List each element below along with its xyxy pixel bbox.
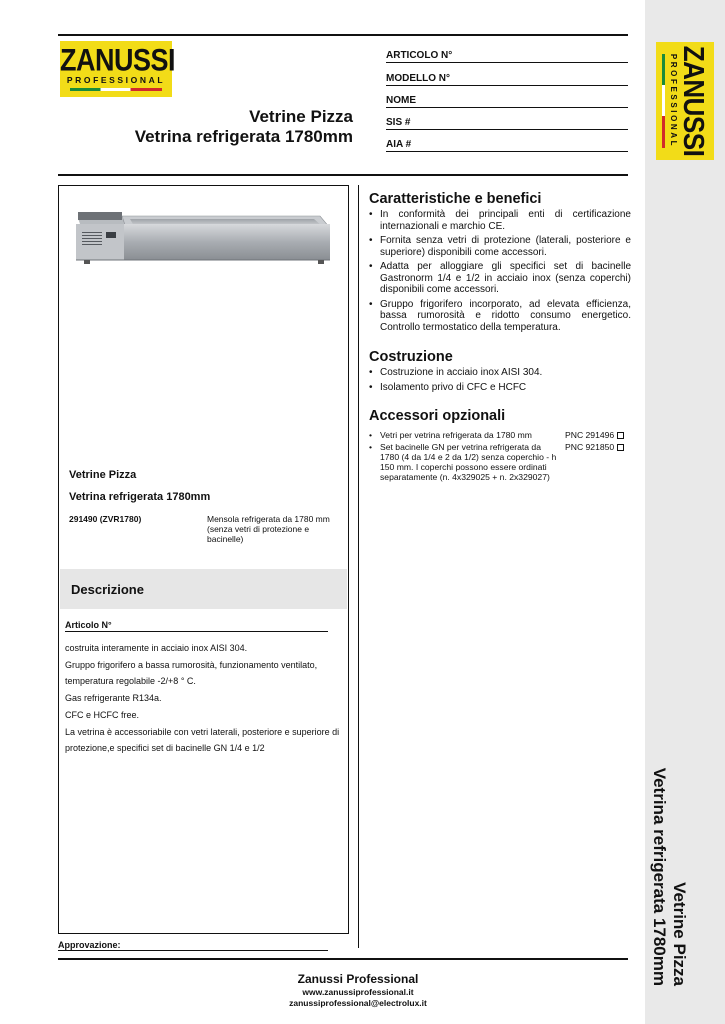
construction-text: Costruzione in acciaio inox AISI 304. — [380, 367, 543, 378]
product-code: 291490 (ZVR1780) — [69, 514, 142, 524]
list-item: • In conformità dei principali enti di certificazione internazionali e marchio CE. — [369, 209, 631, 232]
top-rule — [58, 34, 628, 36]
footer-website-link[interactable]: www.zanussiprofessional.it — [302, 987, 414, 997]
accessory-text: Vetri per vetrina refrigerata da 1780 mm — [380, 430, 532, 440]
feature-text: In conformità dei principali enti di certificazione internazionali e marchio CE. — [380, 209, 631, 232]
list-item: • Adatta per alloggiare gli specifici set di bacinelle Gastronorm 1/4 e 1/2 in acciaio inox (senza coperchi) disponibili come accessori. — [369, 261, 631, 295]
side-logo-tricolor-stripe — [662, 54, 665, 148]
field-modello: MODELLO N° — [386, 73, 628, 86]
side-logo-tagline-text: PROFESSIONAL — [669, 53, 678, 149]
product-box — [58, 185, 349, 934]
logo-brand-text: ZANUSSI — [60, 42, 176, 78]
description-line: costruita interamente in acciaio inox AISI 304. — [65, 643, 248, 653]
footer-company: Zanussi Professional — [297, 972, 419, 986]
refrigerated-display-case-icon — [74, 210, 330, 266]
feature-text: Adatta per alloggiare gli specifici set di bacinelle Gastronorm 1/4 e 1/2 in acciaio inox (senza coperchi) disponibili come accessori. — [380, 261, 631, 295]
logo-tagline-text: PROFESSIONAL — [66, 75, 166, 85]
field-sis: SIS # — [386, 117, 628, 130]
side-title-line2: Vetrina refrigerata 1780mm — [650, 767, 669, 986]
column-divider — [358, 185, 359, 948]
accessories-heading: Accessori opzionali — [369, 408, 506, 424]
field-nome: NOME — [386, 95, 628, 108]
header-bottom-rule — [58, 174, 628, 176]
accessories-list — [369, 430, 634, 482]
approval-field: Approvazione: — [58, 940, 328, 951]
list-item: • Set bacinelle GN per vetrina refrigerata da 1780 (4 da 1/4 e 2 da 1/2) senza coperchio - h 150 mm. I coperchi possono essere ordinati separatamente (n. 4x329025 + n. 2x329027) PNC 921850 — [369, 442, 634, 482]
product-code-description: Mensola refrigerata da 1780 mm (senza vetri di protezione e bacinelle) — [207, 514, 330, 544]
article-number-field: Articolo N° — [65, 620, 328, 632]
description-line: Gruppo frigorifero a bassa rumorosità, funzionamento ventilato, — [65, 659, 318, 670]
side-logo-brand-text: ZANUSSI — [677, 45, 711, 157]
footer-email-link[interactable]: zanussiprofessional@electrolux.it — [289, 998, 427, 1008]
footer-rule — [58, 958, 628, 960]
product-label-line2: Vetrina refrigerata 1780mm — [69, 491, 211, 503]
list-item: • Fornita senza vetri di protezione (laterali, posteriore e superiore) disponibili come accessori. — [369, 235, 631, 258]
accessory-pnc: PNC 291496 — [565, 430, 615, 440]
description-text — [65, 640, 343, 757]
construction-list — [369, 367, 631, 396]
page-title — [135, 107, 353, 147]
list-item: • Costruzione in acciaio inox AISI 304. — [369, 367, 543, 378]
zanussi-side-logo — [656, 42, 714, 160]
side-title-line1: Vetrine Pizza — [670, 882, 689, 986]
description-line: temperatura regolabile -2/+8 ° C. — [65, 676, 196, 687]
field-aia: AIA # — [386, 139, 628, 152]
zanussi-logo — [60, 41, 176, 97]
checkbox-icon[interactable] — [617, 444, 624, 451]
checkbox-icon[interactable] — [617, 432, 624, 439]
logo-tricolor-stripe — [70, 88, 162, 91]
description-line: La vetrina è accessoriabile con vetri laterali, posteriore e superiore di — [65, 726, 340, 737]
construction-heading: Costruzione — [369, 349, 453, 365]
list-item: • Gruppo frigorifero incorporato, ad elevata efficienza, bassa rumorosità e ridotto consumo energetico. Controllo termostatico della temperatura. — [369, 298, 631, 333]
field-articolo: ARTICOLO N° — [386, 50, 628, 63]
feature-text: Gruppo frigorifero incorporato, ad elevata efficienza, bassa rumorosità e ridotto consumo energetico. Controllo termostatico della temperatura. — [380, 298, 631, 333]
description-heading: Descrizione — [71, 582, 144, 597]
construction-text: Isolamento privo di CFC e HCFC — [380, 381, 527, 393]
page-title-line1: Vetrine Pizza — [249, 107, 353, 126]
accessory-pnc: PNC 921850 — [565, 442, 615, 452]
description-line: protezione,e specifici set di bacinelle GN 1/4 e 1/2 — [65, 743, 265, 754]
features-list — [369, 209, 631, 336]
features-heading: Caratteristiche e benefici — [369, 191, 542, 207]
list-item: • Vetri per vetrina refrigerata da 1780 mm PNC 291496 — [369, 430, 634, 440]
description-line: CFC e HCFC free. — [65, 709, 140, 720]
list-item: • Isolamento privo di CFC e HCFC — [369, 381, 527, 393]
accessory-text: Set bacinelle GN per vetrina refrigerata da 1780 (4 da 1/4 e 2 da 1/2) senza coperchio - h 150 mm. I coperchi possono essere ordinati separatamente (n. 4x329025 + n. 2x329027) — [380, 442, 557, 482]
page-title-line2: Vetrina refrigerata 1780mm — [134, 127, 353, 146]
description-line: Gas refrigerante R134a. — [65, 693, 162, 704]
product-label-line1: Vetrine Pizza — [69, 469, 137, 481]
feature-text: Fornita senza vetri di protezione (laterali, posteriore e superiore) disponibili come accessori. — [380, 235, 631, 258]
